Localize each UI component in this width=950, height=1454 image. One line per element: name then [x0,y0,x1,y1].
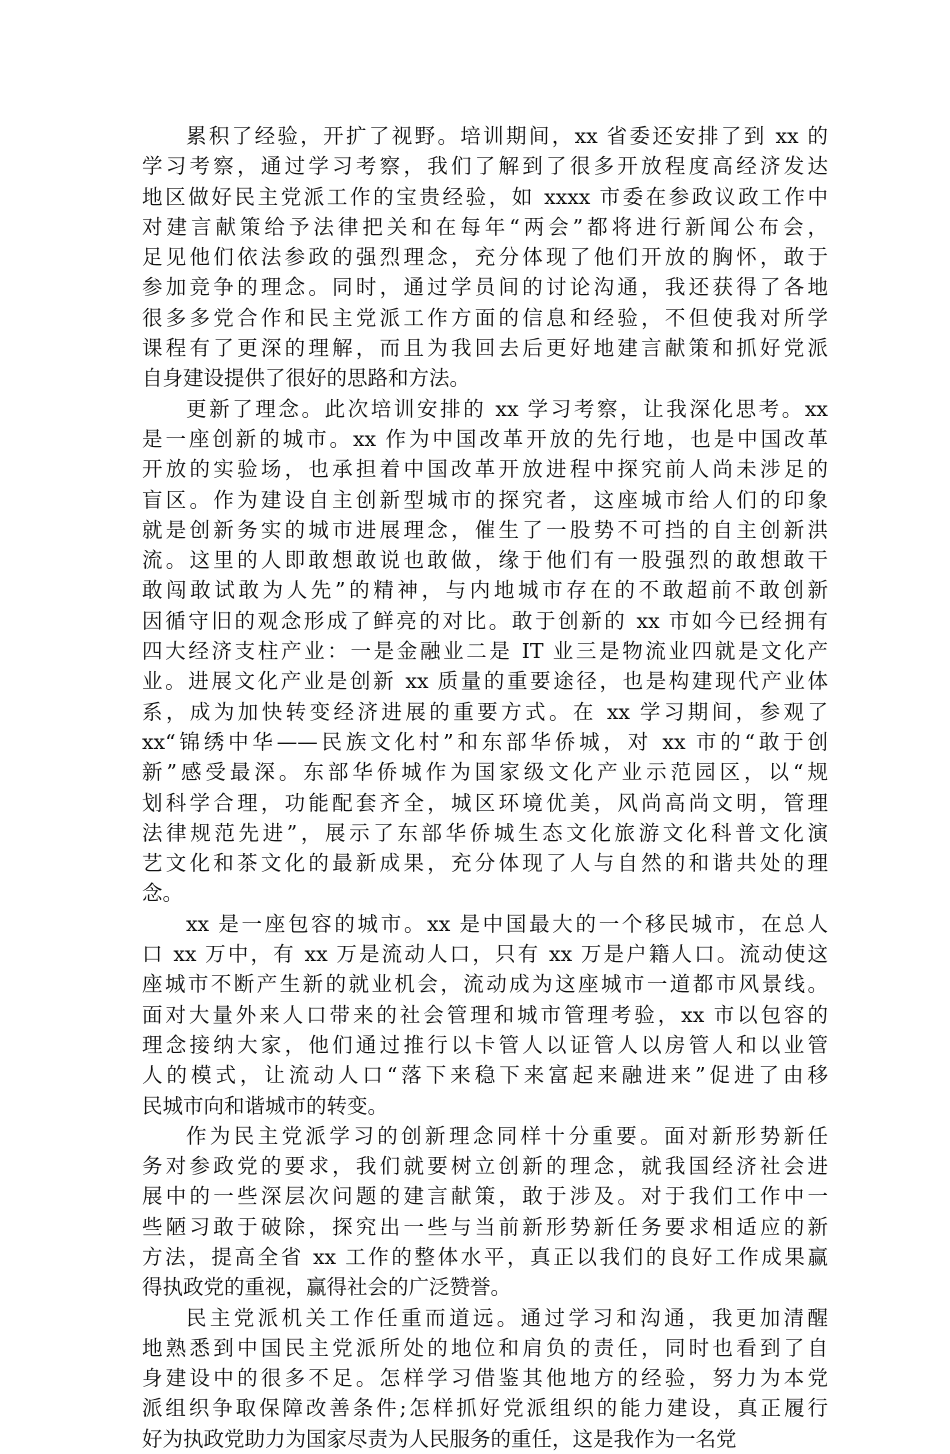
text-line: 务对参政党的要求，我们就要树立创新的理念，就我国经济社会进 [142,1154,828,1179]
text-line: 因循守旧的观念形成了鲜亮的对比。敢于创新的 xx 市如今已经拥有 [142,608,828,633]
text-line: 敢闯敢试敢为人先”的精神，与内地城市存在的不敢超前不敢创新 [142,578,828,603]
text-line: xx 是一座包容的城市。xx 是中国最大的一个移民城市，在总人 [186,911,828,936]
text-line: 法律规范先进”，展示了东部华侨城生态文化旅游文化科普文化演 [142,820,828,845]
text-line: 地区做好民主党派工作的宝贵经验，如 xxxx 市委在参政议政工作中 [142,184,828,209]
text-line: 作为民主党派学习的创新理念同样十分重要。面对新形势新任 [186,1123,828,1148]
text-line: 系，成为加快转变经济进展的重要方式。在 xx 学习期间，参观了 [142,699,828,724]
text-line: 好为执政党助力为国家尽责为人民服务的重任，这是我作为一名党 [142,1426,737,1451]
document-body [142,121,828,1454]
text-line: 理念接纳大家，他们通过推行以卡管人以证管人以房管人和以业管 [142,1032,828,1057]
text-line: 自身建设提供了很好的思路和方法。 [142,366,470,391]
text-line: 念。 [142,881,183,906]
text-line: 民城市向和谐城市的转变。 [142,1093,388,1118]
text-line: 展中的一些深层次问题的建言献策，敢于涉及。对于我们工作中一 [142,1184,828,1209]
text-line: 对建言献策给予法律把关和在每年“两会”都将进行新闻公布会， [142,214,828,239]
text-line: 业。进展文化产业是创新 xx 质量的重要途径，也是构建现代产业体 [142,669,828,694]
text-line: 流。这里的人即敢想敢说也敢做，缘于他们有一股强烈的敢想敢干 [142,548,828,573]
text-line: 足见他们依法参政的强烈理念，充分体现了他们开放的胸怀，敢于 [142,245,828,270]
text-line: 更新了理念。此次培训安排的 xx 学习考察，让我深化思考。xx [186,396,828,421]
text-line: 划科学合理，功能配套齐全，城区环境优美，风尚高尚文明，管理 [142,790,828,815]
text-line: 方法，提高全省 xx 工作的整体水平，真正以我们的良好工作成果赢 [142,1244,828,1269]
paragraph [142,1303,828,1454]
text-line: 人的模式，让流动人口“落下来稳下来富起来融进来”促进了由移 [142,1063,828,1088]
text-line: 是一座创新的城市。xx 作为中国改革开放的先行地，也是中国改革 [142,426,828,451]
text-line: 新”感受最深。东部华侨城作为国家级文化产业示范园区，以“规 [142,760,828,785]
text-line: 得执政党的重视，赢得社会的广泛赞誉。 [142,1275,511,1300]
text-line: 很多多党合作和民主党派工作方面的信息和经验，不但使我对所学 [142,305,828,330]
paragraph [142,909,828,1121]
text-line: 开放的实验场，也承担着中国改革开放进程中探究前人尚未涉足的 [142,457,828,482]
text-line: 派组织争取保障改善条件;怎样抓好党派组织的能力建设，真正履行 [142,1396,828,1421]
text-line: 身建设中的很多不足。怎样学习借鉴其他地方的经验，努力为本党 [142,1366,828,1391]
paragraph [142,1121,828,1303]
text-line: 艺文化和茶文化的最新成果，充分体现了人与自然的和谐共处的理 [142,851,828,876]
text-line: xx“锦绣中华——民族文化村”和东部华侨城，对 xx 市的“敢于创 [142,729,828,754]
text-line: 四大经济支柱产业：一是金融业二是 IT 业三是物流业四就是文化产 [142,639,828,664]
text-line: 课程有了更深的理解，而且为我回去后更好地建言献策和抓好党派 [142,336,828,361]
text-line: 盲区。作为建设自主创新型城市的探究者，这座城市给人们的印象 [142,487,828,512]
text-line: 学习考察，通过学习考察，我们了解到了很多开放程度高经济发达 [142,154,828,179]
text-line: 些陋习敢于破除，探究出一些与当前新形势新任务要求相适应的新 [142,1214,828,1239]
paragraph [142,394,828,909]
text-line: 民主党派机关工作任重而道远。通过学习和沟通，我更加清醒 [186,1305,828,1330]
text-line: 面对大量外来人口带来的社会管理和城市管理考验，xx 市以包容的 [142,1002,828,1027]
text-line: 口 xx 万中，有 xx 万是流动人口，只有 xx 万是户籍人口。流动使这 [142,942,828,967]
text-line: 参加竞争的理念。同时，通过学员间的讨论沟通，我还获得了各地 [142,275,828,300]
text-line: 地熟悉到中国民主党派所处的地位和肩负的责任，同时也看到了自 [142,1335,828,1360]
text-line: 座城市不断产生新的就业机会，流动成为这座城市一道都市风景线。 [142,972,828,997]
text-line: 就是创新务实的城市进展理念，催生了一股势不可挡的自主创新洪 [142,517,828,542]
text-line: 累积了经验，开扩了视野。培训期间，xx 省委还安排了到 xx 的 [186,124,828,148]
paragraph [142,121,828,394]
